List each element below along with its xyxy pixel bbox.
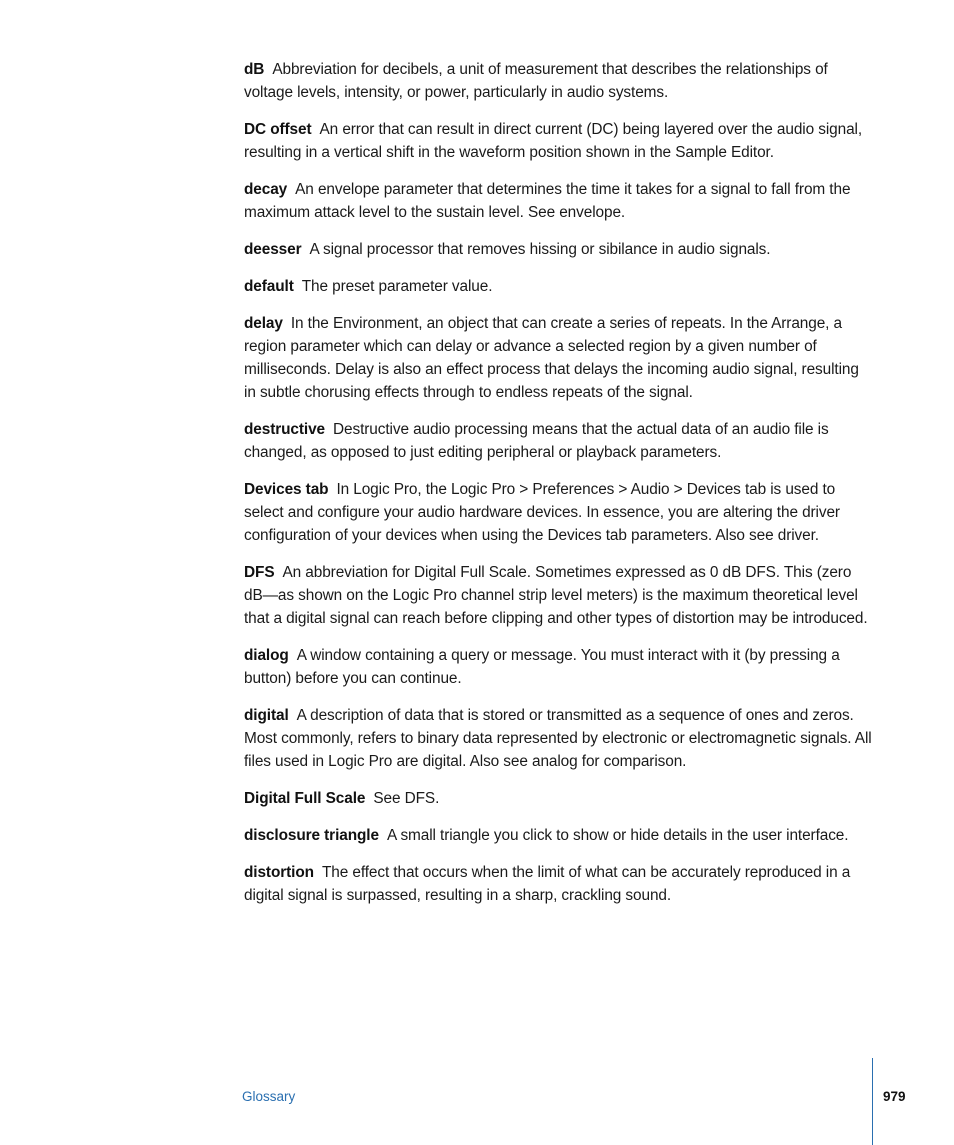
footer-divider xyxy=(872,1058,873,1145)
glossary-term: Devices tab xyxy=(244,481,329,498)
glossary-term: dB xyxy=(244,61,265,78)
glossary-term: delay xyxy=(244,315,283,332)
glossary-entry-delay xyxy=(244,312,874,404)
glossary-entry-distortion xyxy=(244,861,874,907)
glossary-entry-db xyxy=(244,58,874,104)
glossary-definition: In the Environment, an object that can create a series of repeats. In the Arrange, a region parameter which can delay or advance a selected region by a given number of milliseconds. Delay is also an effect process that delays the incoming audio signal, resulting in subtle chorusing effects through to endless repeats of the signal. xyxy=(244,315,859,401)
glossary-definition: Abbreviation for decibels, a unit of measurement that describes the relationships of voltage levels, intensity, or power, particularly in audio systems. xyxy=(244,61,828,101)
glossary-definition: A window containing a query or message. You must interact with it (by pressing a button) before you can continue. xyxy=(244,647,840,687)
glossary-term: decay xyxy=(244,181,288,198)
glossary-definition: Destructive audio processing means that the actual data of an audio file is changed, as opposed to just editing peripheral or playback parameters. xyxy=(244,421,829,461)
glossary-definition: A description of data that is stored or transmitted as a sequence of ones and zeros. Most commonly, refers to binary data represented by electronic or electromagnetic signals. All files used in Logic Pro are digital. Also see analog for comparison. xyxy=(244,707,872,770)
glossary-definition: The effect that occurs when the limit of what can be accurately reproduced in a digital signal is surpassed, resulting in a sharp, crackling sound. xyxy=(244,864,851,904)
glossary-entry-dc-offset xyxy=(244,118,874,164)
glossary-definition: An error that can result in direct current (DC) being layered over the audio signal, resulting in a vertical shift in the waveform position shown in the Sample Editor. xyxy=(244,121,863,161)
glossary-term: disclosure triangle xyxy=(244,827,379,844)
glossary-entry-default xyxy=(244,275,874,298)
glossary-term: DC offset xyxy=(244,121,312,138)
glossary-definition: An abbreviation for Digital Full Scale. Sometimes expressed as 0 dB DFS. This (zero dB—as shown on the Logic Pro channel strip level meters) is the maximum theoretical level that a digital signal can reach before clipping and other types of distortion may be introduced. xyxy=(244,564,868,627)
glossary-entry-digital xyxy=(244,704,874,773)
footer-section-label: Glossary xyxy=(242,1089,296,1104)
glossary-definition: A small triangle you click to show or hide details in the user interface. xyxy=(386,827,849,844)
glossary-term: deesser xyxy=(244,241,302,258)
glossary-entries xyxy=(244,58,874,921)
glossary-definition: An envelope parameter that determines the time it takes for a signal to fall from the maximum attack level to the sustain level. See envelope. xyxy=(244,181,851,221)
glossary-term: DFS xyxy=(244,564,275,581)
glossary-definition: See DFS. xyxy=(373,790,440,807)
glossary-entry-dfs xyxy=(244,561,874,630)
glossary-definition: The preset parameter value. xyxy=(301,278,493,295)
glossary-entry-decay xyxy=(244,178,874,224)
glossary-term: Digital Full Scale xyxy=(244,790,366,807)
glossary-definition: In Logic Pro, the Logic Pro > Preferences > Audio > Devices tab is used to select and configure your audio hardware devices. In essence, you are altering the driver configuration of your devices when using the Devices tab parameters. Also see driver. xyxy=(244,481,840,544)
glossary-entry-disclosure-triangle xyxy=(244,824,874,847)
glossary-term: digital xyxy=(244,707,289,724)
page-number: 979 xyxy=(883,1089,906,1104)
glossary-entry-deesser xyxy=(244,238,874,261)
glossary-definition: A signal processor that removes hissing or sibilance in audio signals. xyxy=(309,241,771,258)
glossary-term: distortion xyxy=(244,864,314,881)
glossary-entry-destructive xyxy=(244,418,874,464)
glossary-term: default xyxy=(244,278,294,295)
glossary-entry-digital-full-scale xyxy=(244,787,874,810)
glossary-entry-dialog xyxy=(244,644,874,690)
glossary-term: dialog xyxy=(244,647,289,664)
glossary-term: destructive xyxy=(244,421,326,438)
glossary-entry-devices-tab xyxy=(244,478,874,547)
